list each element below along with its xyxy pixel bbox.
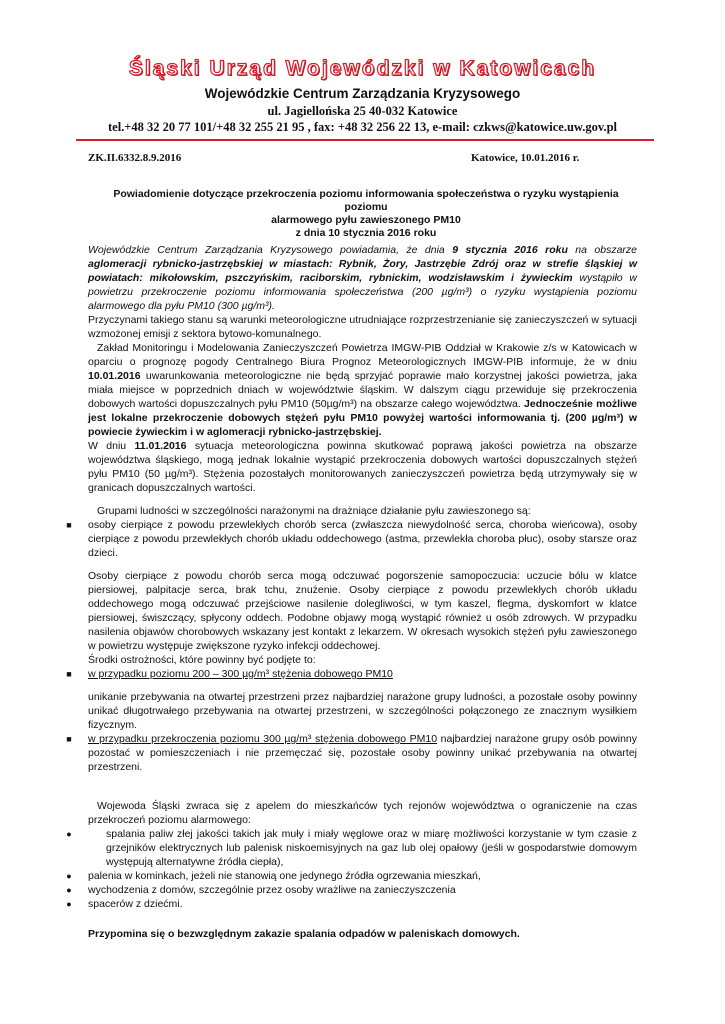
list-item xyxy=(66,883,637,897)
paragraph-notification: Wojewódzkie Centrum Zarządzania Kryzysowego powiadamia, że dnia 9 stycznia 2016 roku na obszarze aglomeracji rybnicko-jastrzębskiej w miastach: Rybnik, Żory, Jastrzębie Zdrój oraz w strefie śląskiej w powiatach: mikołowskim, pszczyńskim, raciborskim, rybnickim, wodzisławskim i żywieckim wystąpiło w powietrzu przekroczenie poziomu informowania społeczeństwa (200 µg/m³) o ryzyku wystąpienia poziomu alarmowego dla pyłu PM10 (300 µg/m³). xyxy=(88,244,638,312)
list-item xyxy=(66,897,637,911)
list-item xyxy=(66,827,637,869)
appeal-item-1: spalania paliw złej jakości takich jak muły i miały węglowe oraz w miarę możliwości korzystanie w tym czasie z grzejników elektrycznych lub palenisk niskoemisyjnych na gaz lub olej opałowy (jeśli w gospodarstwie domowym występują alternatywne źródła ciepła), xyxy=(106,828,637,868)
contact-line: tel.+48 32 20 77 101/+48 32 255 21 95 , fax: +48 32 256 22 13, e-mail: czkws@katowice.uw.gov.pl xyxy=(107,120,617,134)
final-reminder: Przypomina się o bezwzględnym zakazie spalania odpadów w paleniskach domowych. xyxy=(88,928,520,940)
round-bullet-icon: ● xyxy=(66,829,72,839)
appeal-item-3: wychodzenia z domów, szczególnie przez osoby wrażliwe na zanieczyszczenia xyxy=(88,884,456,896)
groups-text: osoby cierpiące z powodu przewlekłych chorób serca (zwłaszcza niewydolność serca, choroba wieńcowa), osoby cierpiące z powodu przewlekłych chorób układu oddechowego (astma, przewlekła choroba płuc), osoby starsze oraz dzieci. xyxy=(88,519,637,559)
subject-line-3: z dnia 10 stycznia 2016 roku xyxy=(295,227,437,239)
subject-line-1: Powiadomienie dotyczące przekroczenia poziomu informowania społeczeństwa o ryzyku wystąpienia poziomu xyxy=(113,188,619,213)
paragraph-precautions-intro: Środki ostrożności, które powinny być podjęte to: xyxy=(88,654,316,666)
round-bullet-icon: ● xyxy=(66,885,72,895)
header-divider xyxy=(76,139,654,141)
square-bullet-icon: ■ xyxy=(66,734,72,744)
measure-2-text: najbardziej narażone grupy osób powinny pozostać w pomieszczeniach i nie przemęczać się, pozostałe osoby powinny unikać przebywania na otwartej przestrzeni. xyxy=(88,733,637,773)
appeal-item-2: palenia w kominkach, jeżeli nie stanowią one jedynego źródła ogrzewania mieszkań, xyxy=(88,870,481,882)
square-bullet-icon: ■ xyxy=(66,520,72,530)
paragraph-forecast: Zakład Monitoringu i Modelowania Zanieczyszczeń Powietrza IMGW-PIB Oddział w Krakowie z/s w Katowicach w oparciu o prognozę pogody Centralnego Biura Prognoz Meteorologicznych IMGW-PIB informuje, że w dniu 10.01.2016 uwarunkowania meteorologiczne nie będą sprzyjać poprawie mało korzystnej jakości powietrza, jaka miała miejsce w poprzednich dniach w województwie śląskim. W dalszym ciągu przewiduje się przekroczenia dobowych wartości dopuszczalnych pyłu PM10 (50µg/m³) na obszarze całego województwa. Jednocześnie możliwe jest lokalne przekroczenie dobowych stężeń pyłu PM10 powyżej wartości informowania tj. (200 µg/m³) w powiecie żywieckim i w aglomeracji rybnicko-jastrzębskiej. xyxy=(88,342,637,438)
paragraph-appeal: Wojewoda Śląski zwraca się z apelem do mieszkańców tych rejonów województwa o ograniczenie na czas przekroczeń poziomu alarmowego: xyxy=(88,800,637,826)
subject-line-2: alarmowego pyłu zawieszonego PM10 xyxy=(271,214,461,226)
reference-number: ZK.II.6332.8.9.2016 xyxy=(88,152,182,164)
center-name: Wojewódzkie Centrum Zarządzania Kryzysowego xyxy=(204,86,521,101)
round-bullet-icon: ● xyxy=(66,871,72,881)
list-item xyxy=(66,518,637,560)
list-item xyxy=(66,667,637,681)
paragraph-next-day: W dniu 11.01.2016 sytuacja meteorologiczna powinna skutkować poprawą jakości powietrza na obszarze województwa śląskiego, mogą jednak lokalnie wystąpić przekroczenia dobowych wartości dopuszczalnych stężeń pyłu PM10 (50 µg/m³). Stężenia pozostałych monitorowanych zanieczyszczeń powietrza będą utrzymywały się w granicach dopuszczalnych wartości. xyxy=(88,440,637,494)
round-bullet-icon: ● xyxy=(66,899,72,909)
place-date: Katowice, 10.01.2016 r. xyxy=(471,152,580,164)
address-line: ul. Jagiellońska 25 40-032 Katowice xyxy=(267,104,458,118)
paragraph-groups-intro: Grupami ludności w szczególności narażonymi na drażniące działanie pyłu zawieszonego są: xyxy=(97,505,531,517)
measure-1-text: unikanie przebywania na otwartej przestrzeni przez najbardziej narażone grupy ludności, a pozostałe osoby powinny unikać długotrwałego przebywania na otwartej przestrzeni, w szczególności połączonego ze znacznym wysiłkiem fizycznym. xyxy=(88,691,637,731)
subject-heading xyxy=(96,188,636,240)
measure-1-title: w przypadku poziomu 200 – 300 µg/m³ stężenia dobowego PM10 xyxy=(88,668,393,680)
paragraph-causes: Przyczynami takiego stanu są warunki meteorologiczne utrudniające rozprzestrzenianie się zanieczyszczeń w sytuacji wzmożonej emisji z sektora bytowo-komunalnego. xyxy=(88,314,637,340)
appeal-item-4: spacerów z dziećmi. xyxy=(88,898,183,910)
paragraph-symptoms: Osoby cierpiące z powodu chorób serca mogą odczuwać pogorszenie samopoczucia: uczucie bólu w klatce piersiowej, palpitacje serca, brak tchu, znużenie. Osoby cierpiące z powodu przewlekłych chorób układu oddechowego mogą odczuwać przejściowe nasilenie dolegliwości, w tym kaszel, flegma, dyskomfort w klatce piersiowej, świszczący, spłycony oddech. Podobne objawy mogą wystąpić również u osób zdrowych. W przypadku nasilenia objawów chorobowych wskazany jest kontakt z lekarzem. W okresach wysokich stężeń pyłu zawieszonego w powietrzu występuje zwiększone ryzyko infekcji oddechowej. xyxy=(88,570,637,652)
list-item xyxy=(66,732,637,774)
measure-2-title: w przypadku przekroczenia poziomu 300 µg/m³ stężenia dobowego PM10 xyxy=(88,733,438,745)
document-body xyxy=(66,243,638,941)
office-logo-title: Śląski Urząd Wojewódzki w Katowicach xyxy=(128,57,597,80)
list-item xyxy=(66,869,637,883)
square-bullet-icon: ■ xyxy=(66,669,72,679)
